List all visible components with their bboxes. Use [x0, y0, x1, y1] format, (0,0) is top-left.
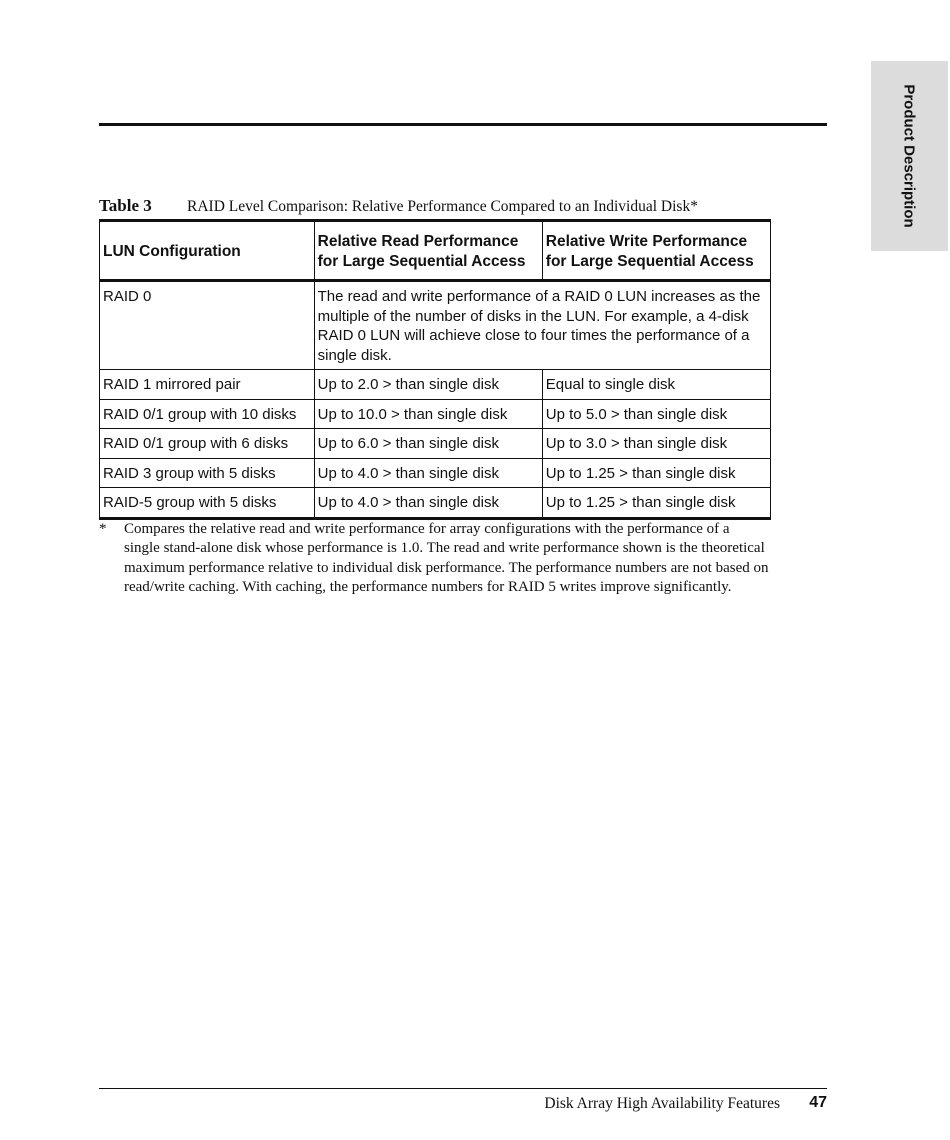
row-write: Equal to single disk	[542, 370, 770, 400]
row-config: RAID 1 mirrored pair	[100, 370, 315, 400]
row-write: Up to 5.0 > than single disk	[542, 399, 770, 429]
row-read: Up to 2.0 > than single disk	[314, 370, 542, 400]
row-read: Up to 4.0 > than single disk	[314, 488, 542, 519]
table-number: Table 3	[99, 196, 152, 215]
header-write-performance: Relative Write Performance for Large Sequential Access	[542, 221, 770, 281]
table-row	[100, 429, 771, 459]
footnote-text: Compares the relative read and write performance for array configurations with the performance of a single stand-alone disk whose performance is 1.0. The read and write performance shown is the theoretical maximum performance relative to individual disk performance. The performance numbers are not based on read/write caching. With caching, the performance numbers for RAID 5 writes improve significantly.	[124, 521, 769, 595]
table-header-row	[100, 221, 771, 281]
table-row	[100, 488, 771, 519]
table-footnote	[99, 520, 769, 597]
table-title: RAID Level Comparison: Relative Performance Compared to an Individual Disk*	[187, 198, 698, 215]
raid0-description: The read and write performance of a RAID 0 LUN increases as the multiple of the number of disks in the LUN. For example, a 4-disk RAID 0 LUN will achieve close to four times the performance of a single disk.	[314, 281, 770, 370]
page-number: 47	[809, 1094, 827, 1111]
row-config: RAID-5 group with 5 disks	[100, 488, 315, 519]
row-write: Up to 1.25 > than single disk	[542, 458, 770, 488]
table-caption	[99, 196, 698, 216]
row-read: Up to 10.0 > than single disk	[314, 399, 542, 429]
row-read: Up to 6.0 > than single disk	[314, 429, 542, 459]
row-read: Up to 4.0 > than single disk	[314, 458, 542, 488]
raid-comparison-table	[99, 219, 771, 520]
top-rule	[99, 123, 827, 126]
header-read-performance: Relative Read Performance for Large Sequential Access	[314, 221, 542, 281]
footnote-mark: *	[99, 521, 107, 537]
table-row	[100, 399, 771, 429]
section-tab-label: Product Description	[900, 84, 918, 228]
table-row	[100, 281, 771, 370]
header-lun-configuration: LUN Configuration	[100, 221, 315, 281]
table-row	[100, 458, 771, 488]
row-write: Up to 1.25 > than single disk	[542, 488, 770, 519]
row-config: RAID 0/1 group with 10 disks	[100, 399, 315, 429]
table-row	[100, 370, 771, 400]
row-config: RAID 3 group with 5 disks	[100, 458, 315, 488]
row-config: RAID 0/1 group with 6 disks	[100, 429, 315, 459]
row-write: Up to 3.0 > than single disk	[542, 429, 770, 459]
row-config: RAID 0	[100, 281, 315, 370]
section-tab	[871, 61, 948, 251]
footer-chapter-title: Disk Array High Availability Features	[544, 1095, 780, 1112]
bottom-rule	[99, 1088, 827, 1089]
